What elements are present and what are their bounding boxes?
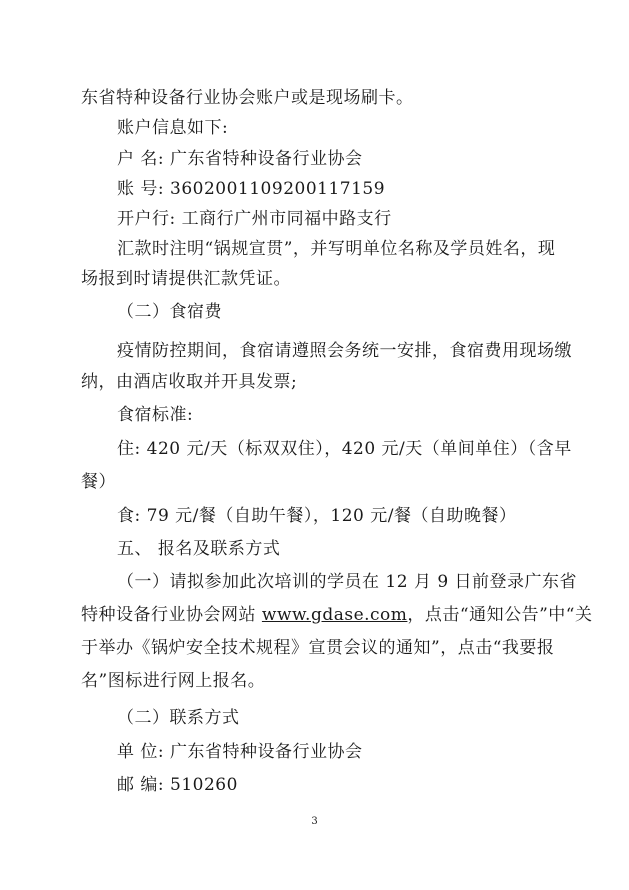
text-line: 开户行: 工商行广州市同福中路支行 [117, 209, 392, 229]
text-line: （一）请拟参加此次培训的学员在 12 月 9 日前登录广东省 [117, 572, 578, 592]
text-line: 账 号: 3602001109200117159 [117, 179, 386, 199]
text-line: 户 名: 广东省特种设备行业协会 [117, 149, 363, 169]
page-number: 3 [311, 816, 318, 827]
text-line: 账户信息如下: [117, 118, 229, 138]
website-link[interactable]: www.gdase.com [261, 605, 408, 625]
text-line: 汇款时注明“锅规宣贯”，并写明单位名称及学员姓名，现 [117, 239, 556, 259]
section-heading: （二）食宿费 [117, 302, 222, 322]
text-span: 特种设备行业协会网站 [81, 605, 262, 625]
text-line: 邮 编: 510260 [117, 775, 238, 795]
text-line [81, 604, 593, 626]
text-line: 东省特种设备行业协会账户或是现场刷卡。 [81, 88, 414, 108]
text-line: 于举办《锅炉安全技术规程》宣贯会议的通知”，点击“我要报 [81, 638, 555, 658]
text-line: 食宿标准: [117, 405, 194, 425]
text-line: 食: 79 元/餐（自助午餐），120 元/餐（自助晚餐） [117, 506, 517, 526]
section-heading: （二）联系方式 [117, 708, 240, 728]
text-line: 单 位: 广东省特种设备行业协会 [117, 742, 363, 762]
text-line: 名”图标进行网上报名。 [81, 671, 266, 691]
text-line: 住: 420 元/天（标双双住），420 元/天（单间单住）（含早 [117, 439, 572, 459]
section-heading: 五、 报名及联系方式 [117, 539, 281, 559]
text-line: 场报到时请提供汇款凭证。 [81, 269, 291, 289]
text-span: ，点击“通知公告”中“关 [407, 605, 593, 625]
text-line: 餐） [81, 472, 116, 492]
text-line: 纳，由酒店收取并开具发票; [81, 372, 298, 392]
text-line: 疫情防控期间，食宿请遵照会务统一安排，食宿费用现场缴 [117, 341, 572, 361]
